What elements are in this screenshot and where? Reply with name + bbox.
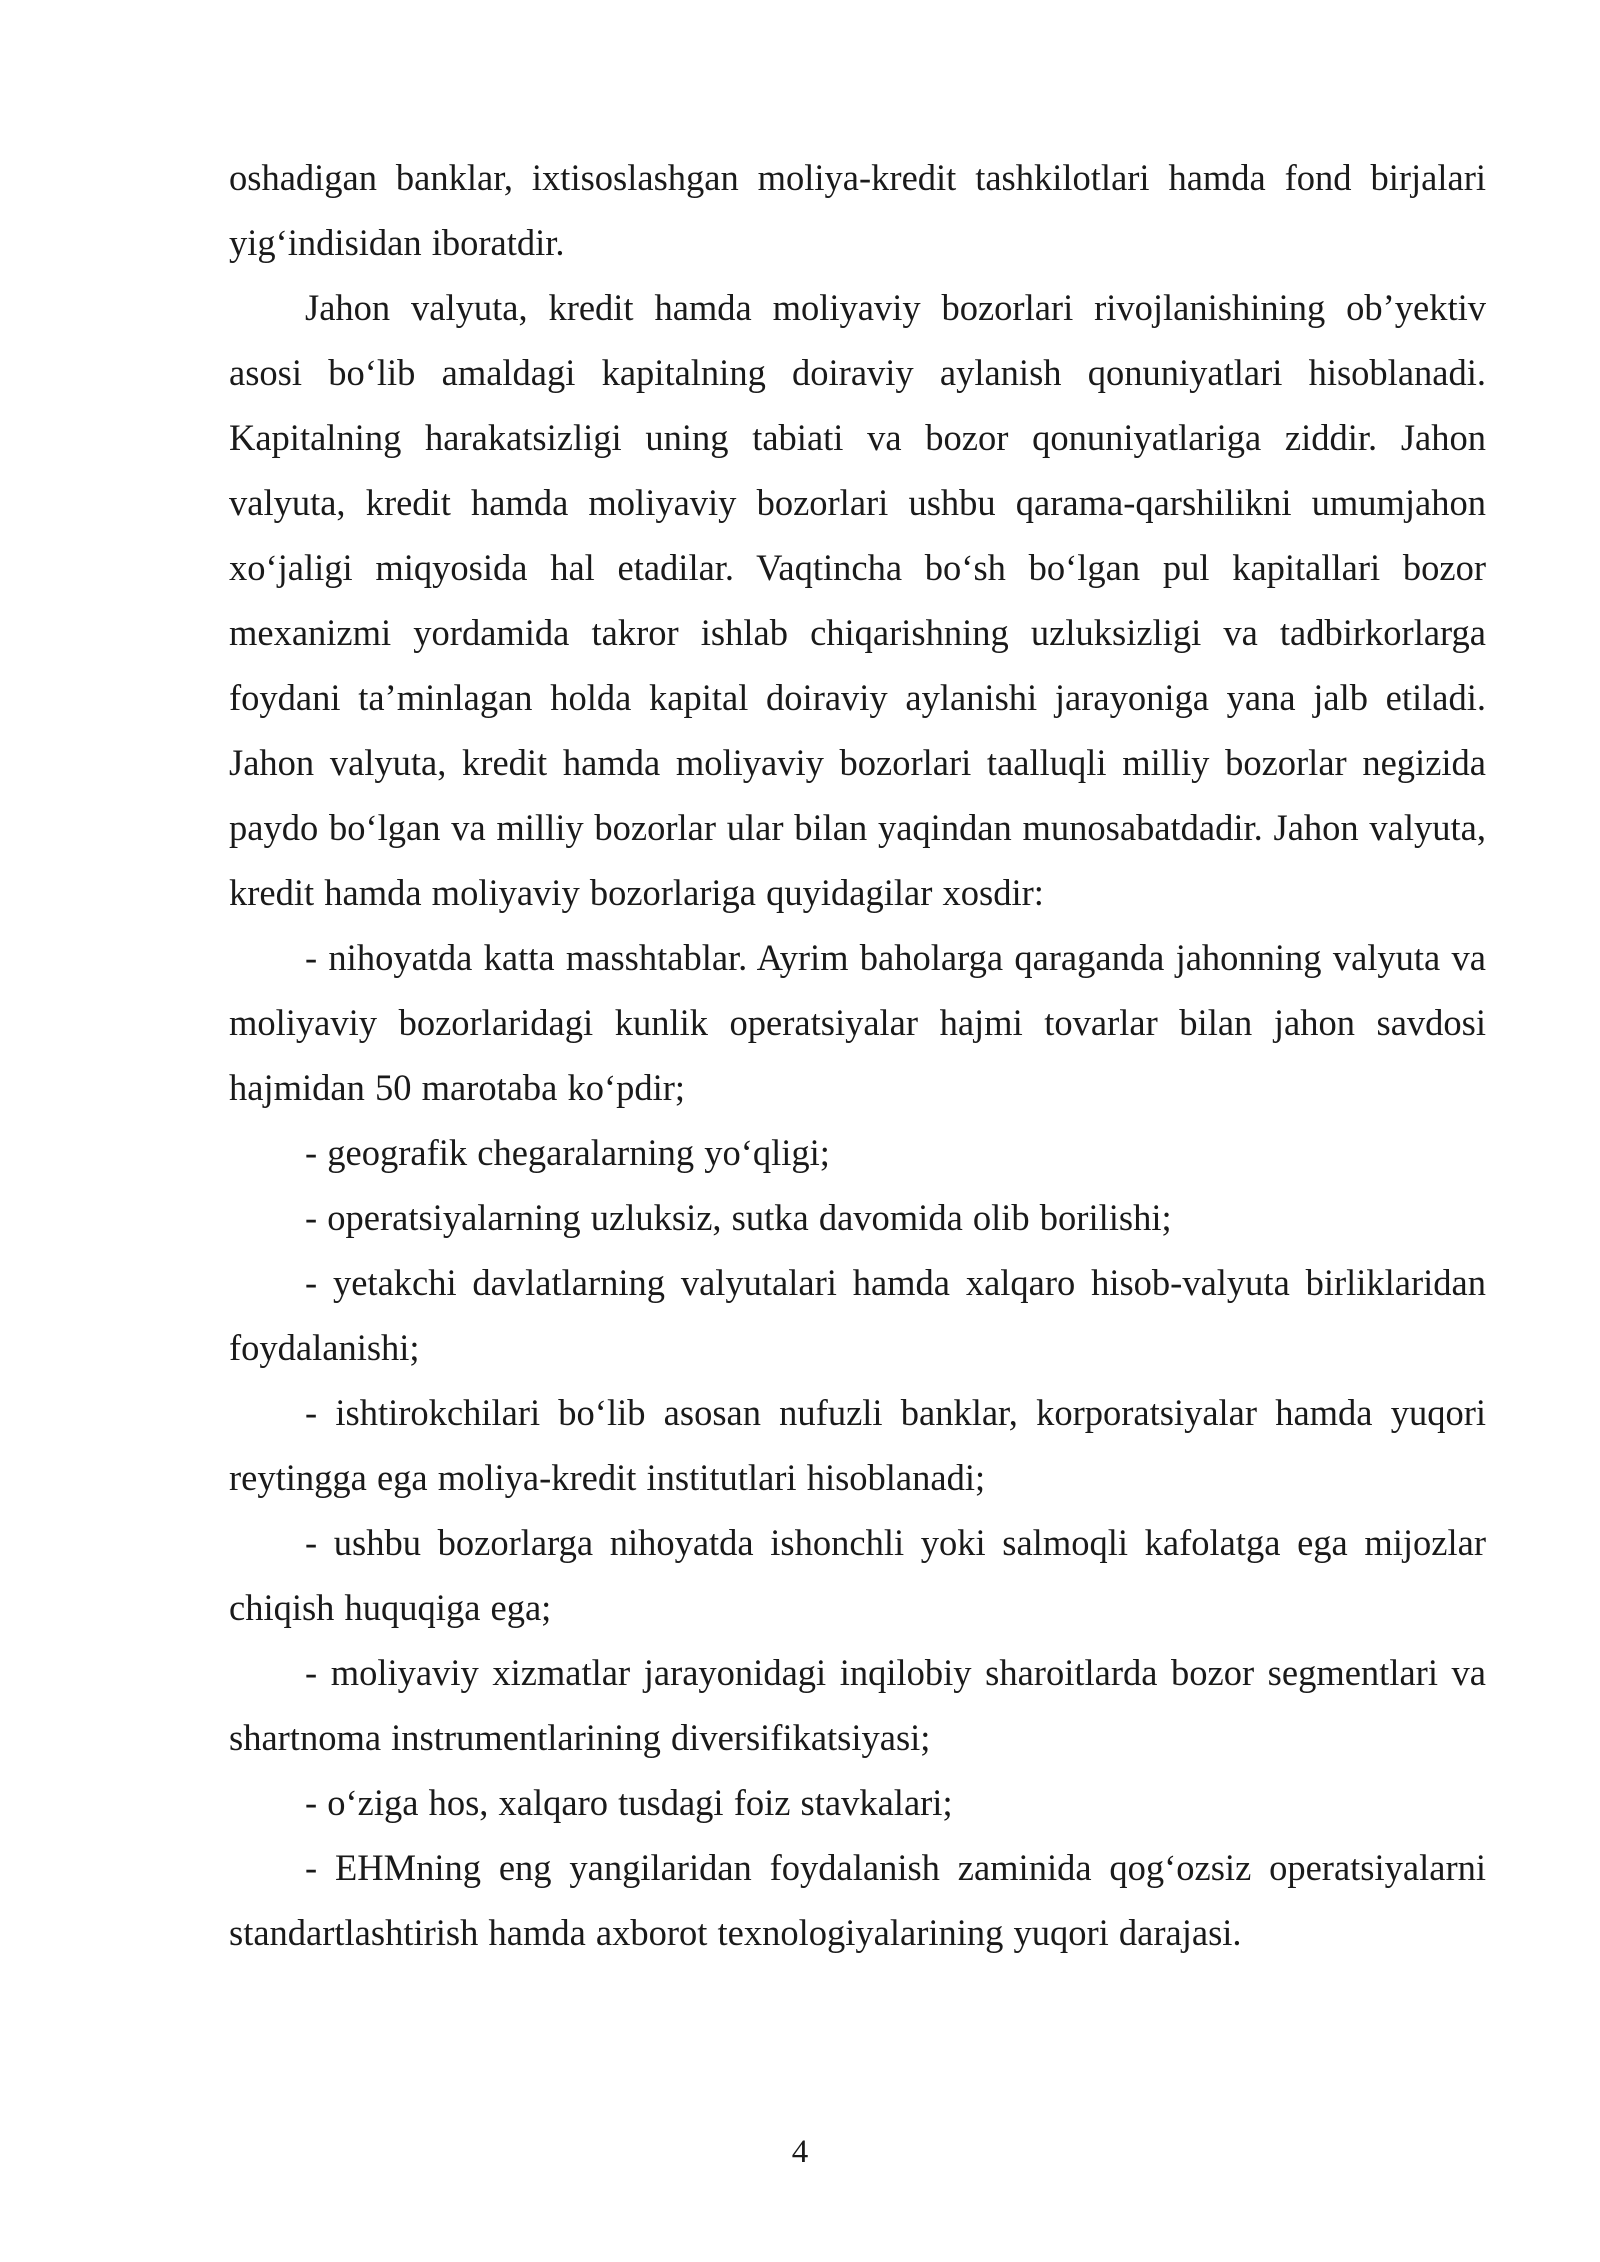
list-item-participants: - ishtirokchilari bo‘lib asosan nufuzli banklar, korporatsiyalar hamda yuqori reytingga ega moliya-kredit institutlari hisoblanadi; [229,1392,1486,1498]
document-body [229,145,1486,1965]
list-item-diversification: - moliyaviy xizmatlar jarayonidagi inqilobiy sharoitlarda bozor segmentlari va shartnoma instrumentlarining diversifikatsiyasi; [229,1652,1486,1758]
list-item-technology: - EHMning eng yangilaridan foydalanish zaminida qog‘ozsiz operatsiyalarni standartlashtirish hamda axborot texnologiyalarining yuqori darajasi. [229,1847,1486,1953]
list-item-scale: - nihoyatda katta masshtablar. Ayrim baholarga qaraganda jahonning valyuta va moliyaviy bozorlaridagi kunlik operatsiyalar hajmi tovarlar bilan jahon savdosi hajmidan 50 marotaba ko‘pdir; [229,937,1486,1108]
list-item-currencies: - yetakchi davlatlarning valyutalari hamda xalqaro hisob-valyuta birliklaridan foydalanishi; [229,1262,1486,1368]
list-item-access: - ushbu bozorlarga nihoyatda ishonchli yoki salmoqli kafolatga ega mijozlar chiqish huquqiga ega; [229,1522,1486,1628]
paragraph-main: Jahon valyuta, kredit hamda moliyaviy bozorlari rivojlanishining ob’yektiv asosi bo‘lib amaldagi kapitalning doiraviy aylanish qonuniyatlari hisoblanadi. Kapitalning harakatsizligi uning tabiati va bozor qonuniyatlariga ziddir. Jahon valyuta, kredit hamda moliyaviy bozorlari ushbu qarama-qarshilikni umumjahon xo‘jaligi miqyosida hal etadilar. Vaqtincha bo‘sh bo‘lgan pul kapitallari bozor mexanizmi yordamida takror ishlab chiqarishning uzluksizligi va tadbirkorlarga foydani ta’minlagan holda kapital doiraviy aylanishi jarayoniga yana jalb etiladi. Jahon valyuta, kredit hamda moliyaviy bozorlari taalluqli milliy bozorlar negizida paydo bo‘lgan va milliy bozorlar ular bilan yaqindan munosabatdadir. Jahon valyuta, kredit hamda moliyaviy bozorlariga quyidagilar xosdir: [229,287,1486,913]
paragraph-continuation: oshadigan banklar, ixtisoslashgan moliya-kredit tashkilotlari hamda fond birjalari yig‘indisidan iboratdir. [229,157,1486,263]
list-item-geography: - geografik chegaralarning yo‘qligi; [305,1132,830,1173]
page-number: 4 [791,2134,809,2170]
list-item-continuity: - operatsiyalarning uzluksiz, sutka davomida olib borilishi; [305,1197,1172,1238]
list-item-interest-rates: - o‘ziga hos, xalqaro tusdagi foiz stavkalari; [305,1782,953,1823]
